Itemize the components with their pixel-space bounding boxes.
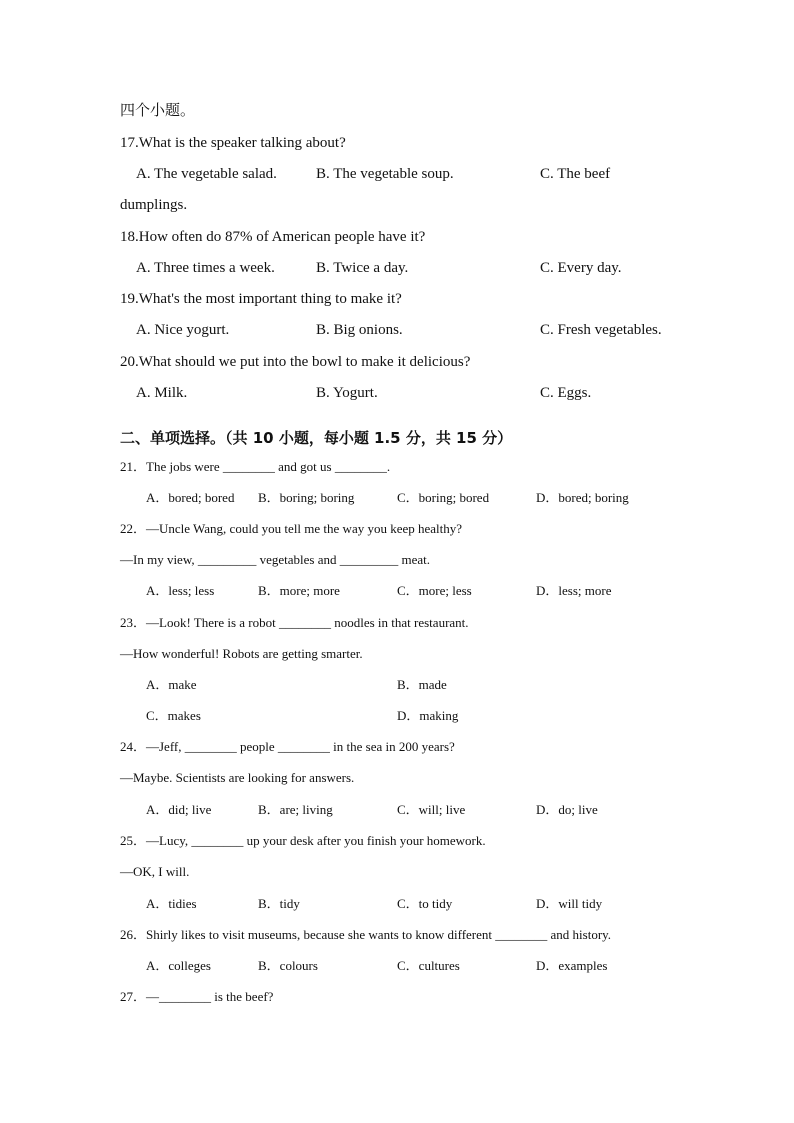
q26-option-b: B．colours [258, 958, 318, 973]
q22-line-2: —In my view, _________ vegetables and _________ meat. [120, 552, 431, 567]
q20-option-c: C. Eggs. [540, 385, 592, 401]
q18-option-a: A. Three times a week. [136, 260, 275, 276]
section-2-heading: 二、单项选择。（共 10 小题，每小题 1.5 分，共 15 分） [120, 429, 513, 447]
q22-option-b: B．more; more [258, 583, 340, 598]
question-19: 19.What's the most important thing to make it? [120, 291, 402, 307]
q23-option-a: A．make [146, 677, 197, 692]
q22-option-a: A．less; less [146, 583, 215, 598]
q26-option-d: D．examples [536, 958, 608, 973]
q26-option-c: C．cultures [397, 958, 460, 973]
q24-option-c: C．will; live [397, 802, 466, 817]
question-25: 25．—Lucy, ________ up your desk after you finish your homework. [120, 833, 486, 848]
q19-option-c: C. Fresh vegetables. [540, 322, 662, 338]
q25-option-a: A．tidies [146, 896, 197, 911]
question-20: 20.What should we put into the bowl to make it delicious? [120, 354, 471, 370]
q24-line-2: —Maybe. Scientists are looking for answers. [120, 770, 355, 785]
q22-option-c: C．more; less [397, 583, 472, 598]
q21-option-b: B．boring; boring [258, 490, 355, 505]
question-17: 17.What is the speaker talking about? [120, 135, 346, 151]
q17-option-c: C. The beef [540, 166, 611, 182]
question-21: 21．The jobs were ________ and got us ________. [120, 459, 391, 474]
q21-option-c: C．boring; bored [397, 490, 490, 505]
q17-option-a: A. The vegetable salad. [136, 166, 277, 182]
q25-line-2: —OK, I will. [120, 864, 190, 879]
q23-option-c: C．makes [146, 708, 201, 723]
q18-option-c: C. Every day. [540, 260, 622, 276]
section-intro-text: 四个小题。 [120, 103, 196, 119]
q25-option-d: D．will tidy [536, 896, 603, 911]
q24-option-d: D．do; live [536, 802, 598, 817]
q25-option-c: C．to tidy [397, 896, 453, 911]
q22-option-d: D．less; more [536, 583, 612, 598]
q19-option-b: B. Big onions. [316, 322, 403, 338]
question-24: 24．—Jeff, ________ people ________ in the sea in 200 years? [120, 739, 455, 754]
q23-option-d: D．making [397, 708, 459, 723]
q20-option-b: B. Yogurt. [316, 385, 378, 401]
q20-option-a: A. Milk. [136, 385, 188, 401]
q17-option-b: B. The vegetable soup. [316, 166, 454, 182]
q21-option-a: A．bored; bored [146, 490, 235, 505]
question-22: 22．—Uncle Wang, could you tell me the way you keep healthy? [120, 521, 463, 536]
q21-option-d: D．bored; boring [536, 490, 629, 505]
question-27: 27．—________ is the beef? [120, 989, 274, 1004]
q18-option-b: B. Twice a day. [316, 260, 409, 276]
question-23: 23．—Look! There is a robot ________ noodles in that restaurant. [120, 615, 469, 630]
q17-option-c-continued: dumplings. [120, 197, 188, 213]
q25-option-b: B．tidy [258, 896, 300, 911]
q24-option-b: B．are; living [258, 802, 333, 817]
q24-option-a: A．did; live [146, 802, 212, 817]
q19-option-a: A. Nice yogurt. [136, 322, 230, 338]
q23-option-b: B．made [397, 677, 447, 692]
question-18: 18.How often do 87% of American people have it? [120, 229, 426, 245]
q26-option-a: A．colleges [146, 958, 211, 973]
question-26: 26．Shirly likes to visit museums, because she wants to know different ________ and history. [120, 927, 612, 942]
q23-line-2: —How wonderful! Robots are getting smarter. [120, 646, 363, 661]
